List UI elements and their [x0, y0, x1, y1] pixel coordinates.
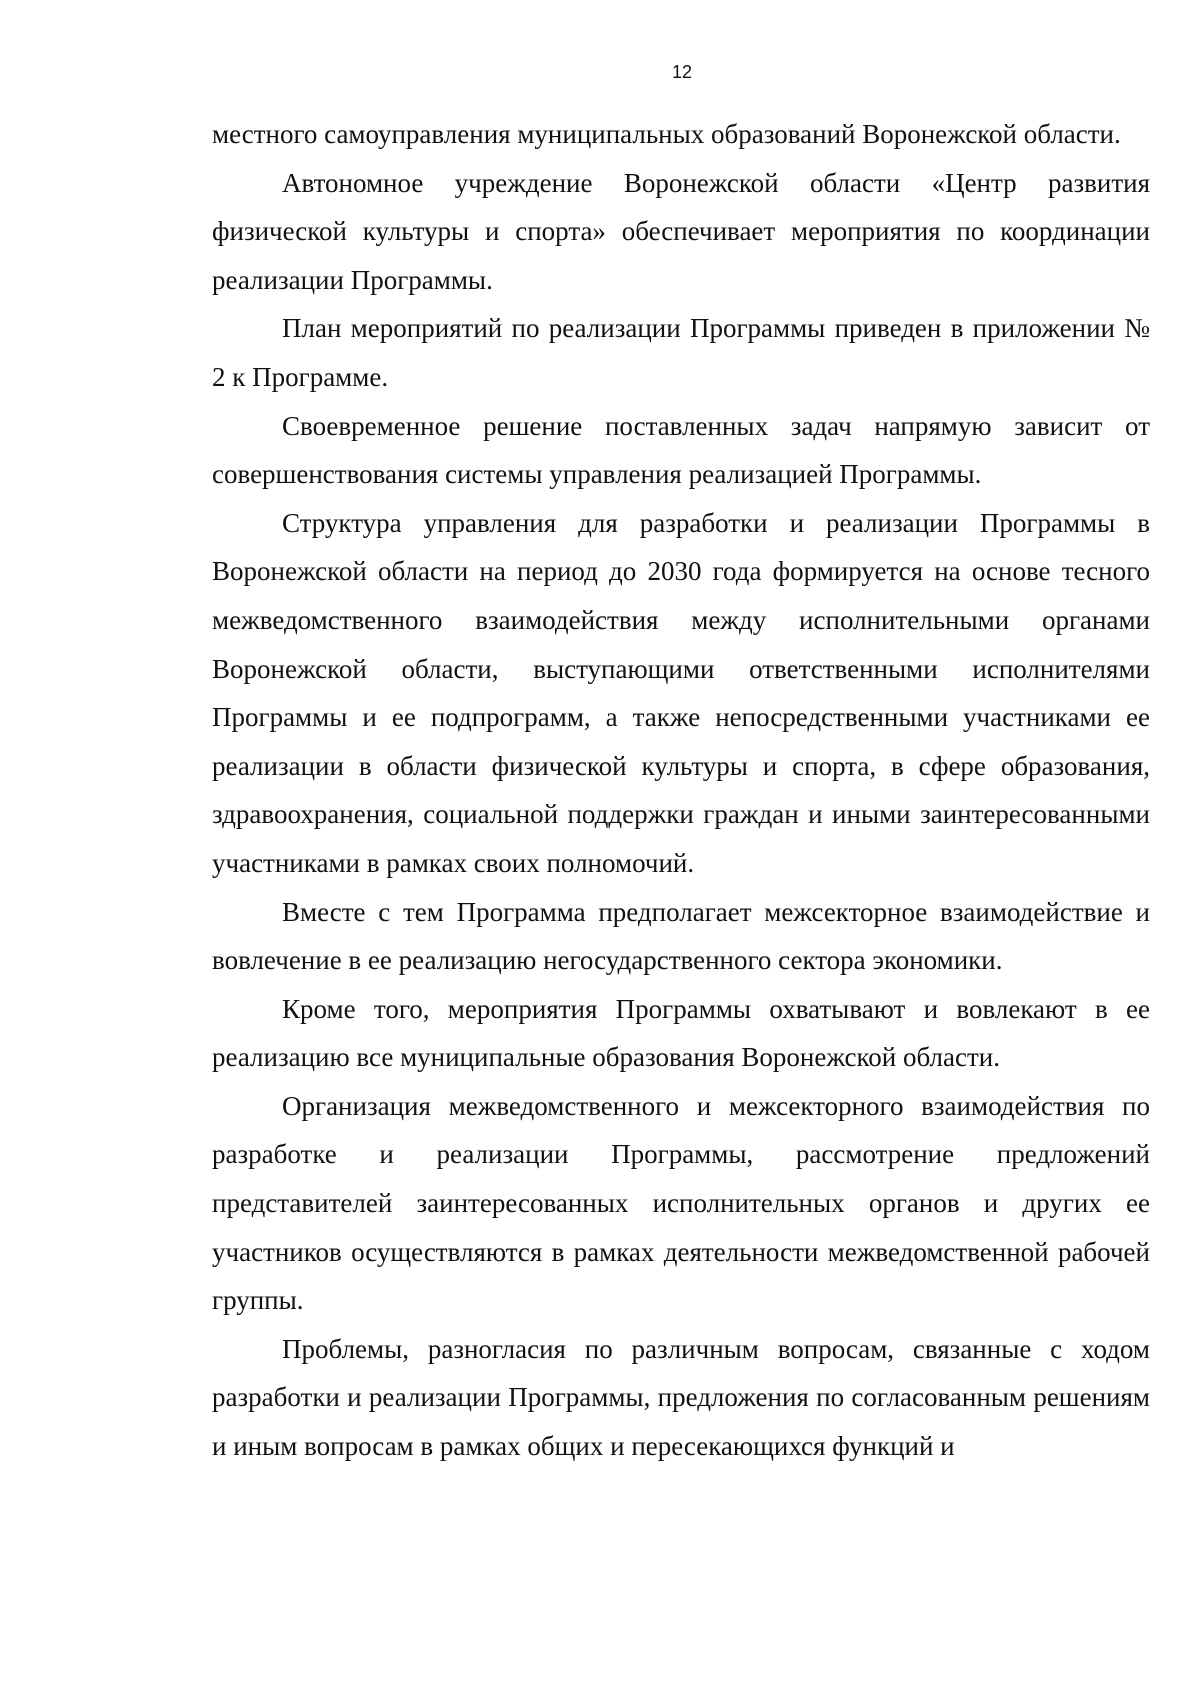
paragraph-5: Структура управления для разработки и реализации Программы в Воронежской области на период до 2030 года формируется на основе тесного межведомственного взаимодействия между исполнительными органами Воронежской области, выступающими ответственными исполнителями Программы и ее подпрограмм, а также непосредственными участниками ее реализации в области физической культуры и спорта, в сфере образования, здравоохранения, социальной поддержки граждан и иными заинтересованными участниками в рамках своих полномочий. [212, 507, 1150, 878]
paragraph-9: Проблемы, разногласия по различным вопросам, связанные с ходом разработки и реализации Программы, предложения по согласованным решениям и иным вопросам в рамках общих и пересекающихся функций и [212, 1333, 1150, 1462]
paragraph-1: местного самоуправления муниципальных образований Воронежской области. [212, 119, 1121, 149]
paragraph-4: Своевременное решение поставленных задач напрямую зависит от совершенствования системы управления реализацией Программы. [212, 410, 1150, 490]
document-body [212, 110, 1150, 1471]
paragraph-6: Вместе с тем Программа предполагает межсекторное взаимодействие и вовлечение в ее реализацию негосударственного сектора экономики. [212, 896, 1150, 976]
page-number: 12 [671, 62, 693, 82]
paragraph-7: Кроме того, мероприятия Программы охватывают и вовлекают в ее реализацию все муниципальные образования Воронежской области. [212, 993, 1150, 1073]
paragraph-2: Автономное учреждение Воронежской области «Центр развития физической культуры и спорта» обеспечивает мероприятия по координации реализации Программы. [212, 167, 1150, 295]
paragraph-3: План мероприятий по реализации Программы приведен в приложении № 2 к Программе. [212, 313, 1150, 392]
paragraph-8: Организация межведомственного и межсекторного взаимодействия по разработке и реализации Программы, рассмотрение предложений представителей заинтересованных исполнительных органов и других ее участников осуществляются в рамках деятельности межведомственной рабочей группы. [212, 1090, 1150, 1316]
